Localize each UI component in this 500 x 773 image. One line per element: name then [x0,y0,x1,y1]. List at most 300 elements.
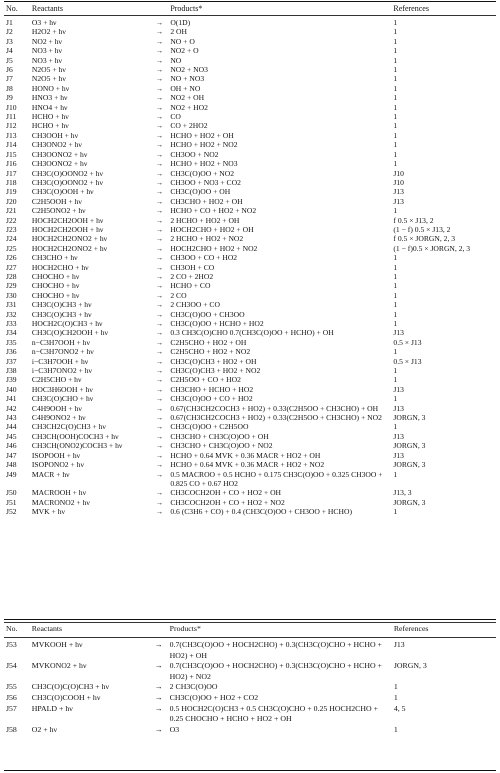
products: NO [170,55,182,65]
table-row [4,507,496,516]
reaction-id: J27 [6,262,17,272]
references: 1 [393,300,398,310]
arrow: → [155,300,164,310]
references: 1 [393,18,398,27]
table-header-2 [4,624,496,635]
table-row [4,281,496,290]
products: O(1D) [170,18,191,27]
reaction-id: J44 [6,422,17,432]
reaction-id: J35 [6,337,17,347]
reaction-id: J31 [6,300,17,310]
arrow: → [155,196,164,206]
arrow: → [155,366,164,376]
references: f 0.5 × JORGN, 2, 3 [393,234,456,244]
references: J10 [393,177,404,187]
reaction-id: J18 [6,177,17,187]
reaction-id: J9 [6,93,13,103]
arrow: → [155,74,164,84]
reactants: CH3OOH + hν [31,130,78,140]
products: HCHO + CO + HO2 + NO2 [170,206,257,216]
reactants: O2 + hν [31,724,58,734]
table-row [4,328,496,337]
references: 1 [393,46,398,56]
products: HCHO + HO2 + NO2 [170,140,238,150]
arrow: → [155,281,164,291]
reaction-id: J32 [6,309,17,319]
reactants: CH3C(O)OOH + hν [31,187,94,197]
reaction-id: J13 [6,130,17,140]
reaction-id: J50 [6,488,17,498]
reactants: CH3CH2C(O)CH3 + hν [31,422,106,432]
references: 1 [393,102,398,112]
reactants: CH3CH(OOH)COCH3 + hν [31,431,119,441]
arrow: → [155,149,164,159]
mid-rule-b [4,622,496,623]
table-row [4,253,496,262]
arrow: → [155,356,164,366]
reactants: CH3C(O)CHO + hν [31,394,94,404]
products: 2 CO [170,290,187,300]
products: CH3OO + CO + HO2 [170,253,238,263]
reactants: CH3C(O)CH3 + hν [31,300,92,310]
references: JORGN, 3 [393,497,426,507]
products: HCHO + HO2 + OH [170,130,234,140]
references: 1 [393,394,398,404]
products: CH3C(O)OO + CH3OO [170,309,245,319]
col-id-header: No. [6,4,18,13]
col-reactants-header: Reactants [31,4,63,13]
reactants: CH3C(O)CH2OOH + hν [31,328,108,338]
reaction-id: J37 [6,356,17,366]
table-row [4,18,496,27]
reaction-id: J20 [6,196,17,206]
arrow: → [155,234,164,244]
reactants: HOCH2C(O)CH3 + hν [31,319,103,328]
reactants: MVK + hν [31,507,65,517]
table-row [4,65,496,74]
products: CH3C(O)CH3 + HO2 + OH [170,356,257,366]
arrow: → [155,497,164,507]
references: 1 [393,281,398,291]
reactants: CH3OONO2 + hν [31,159,88,169]
reactants: MVKONO2 + hν [31,661,87,671]
reaction-id: J34 [6,328,17,338]
table-row [4,704,496,725]
table-row [4,225,496,234]
reactants: C2H5OOH + hν [31,196,82,206]
table-row [4,347,496,356]
reactants: C2H5ONO2 + hν [31,206,86,216]
table-row [4,216,496,225]
reactants: HNO3 + hν [31,93,68,103]
col-refs-header: References [393,4,429,13]
products: NO2 + HO2 [170,102,208,112]
reactants: CH3C(O)CH3 + hν [31,309,92,319]
reaction-id: J41 [6,394,17,404]
arrow: → [155,46,164,56]
arrow: → [155,403,164,413]
products: CH3C(O)OO + HO2 + CO2 [169,692,259,702]
reaction-id: J6 [6,65,13,75]
reactants: H2O2 + hν [31,27,66,37]
references: 1 [393,375,398,385]
references: f 0.5 × J13, 2 [393,215,434,225]
reactants: ISOPOOH + hν [31,450,81,460]
table-row [4,187,496,196]
products: CH3C(O)OO + OH [170,187,231,197]
reaction-id: J51 [6,497,17,507]
references: 1 [393,36,398,46]
arrow: → [155,215,164,225]
references: 1 [393,271,398,281]
header-rule-2 [4,637,496,638]
table-row [4,460,496,469]
table-row [4,375,496,384]
reactants: MVKOOH + hν [31,640,83,649]
col-arrow-header-2 [148,624,170,635]
references: J13 [393,403,404,413]
references: 1 [393,309,398,319]
products: CH3C(O)OO + NO2 [170,168,235,178]
references: 1 [393,159,398,169]
col-reactants-header-2: Reactants [31,624,63,633]
reaction-id: J54 [6,661,17,671]
reactants: HNO4 + hν [31,102,68,112]
reaction-id: J36 [6,347,17,357]
table-row [4,263,496,272]
reaction-id: J21 [6,206,17,216]
arrow: → [155,36,164,46]
reaction-id: J8 [6,83,13,93]
products: CH3CHO + CH3C(O)OO + NO2 [170,441,273,451]
arrow: → [155,93,164,103]
reactants: N2O5 + hν [31,65,66,75]
reaction-id: J2 [6,27,13,37]
table-row [4,725,496,736]
arrow: → [155,83,164,93]
reaction-id: J52 [6,507,17,517]
products: 2 CO + 2HO2 [170,271,214,281]
references: 1 [393,262,398,272]
products: 0.3 CH3C(O)CHO 0.7(CH3C(O)OO + HCHO) + OH [170,328,334,338]
arrow: → [155,224,164,234]
products: CH3C(O)OO + C2H5OO [170,422,249,432]
reaction-id: J33 [6,319,17,328]
references: 0.5 × J13 [393,356,422,366]
arrow: → [154,724,163,734]
products: HCHO + CO [170,281,211,291]
reactants: HCHO + hν [31,121,69,131]
references: J13 [393,328,404,338]
references: 1 [393,140,398,150]
products: NO + O [170,36,195,46]
table-row [4,385,496,394]
references: J13 [393,640,405,649]
references: J13 [393,196,404,206]
reaction-id: J12 [6,121,17,131]
arrow: → [155,262,164,272]
products: CH3C(O)OO + CO + HO2 [170,394,253,404]
arrow: → [155,328,164,338]
references: JORGN, 3 [393,441,426,451]
arrow: → [155,18,164,27]
table-row [4,291,496,300]
products: CH3CHO + HCHO + HO2 [170,384,254,394]
reactants: HOCH2CHO + hν [31,262,89,272]
reaction-id: J45 [6,431,17,441]
table-row [4,103,496,112]
reaction-id: J5 [6,55,13,65]
reactants: NO3 + hν [31,46,62,56]
reaction-id: J42 [6,403,17,413]
reaction-id: J16 [6,159,17,169]
table-row [4,150,496,159]
reactants: CH3C(O)COOH + hν [31,692,101,702]
reaction-table-2 [4,640,496,735]
reactants: HONO + hν [31,83,70,93]
products: 2 CH3OO + CO [170,300,220,310]
table-row [4,319,496,328]
table-row [4,74,496,83]
arrow: → [155,469,164,479]
references: J13 [393,187,404,197]
reactants: CH3C(O)OONO2 + hν [31,168,103,178]
products: OH + NO [170,83,201,93]
reactants: i−C3H7OOH + hν [31,356,89,366]
arrow: → [155,413,164,423]
reactants: i−C3H7ONO2 + hν [31,366,92,376]
reaction-id: J19 [6,187,17,197]
reaction-id: J26 [6,253,17,263]
reaction-id: J29 [6,281,17,291]
arrow: → [155,422,164,432]
products: 2 OH [170,27,187,37]
products: NO2 + NO3 [170,65,208,75]
products: CH3OO + NO2 [170,149,219,159]
arrow: → [155,507,164,517]
reaction-id: J55 [6,682,17,692]
table-row [4,140,496,149]
products: HOCH2CHO + HO2 + OH [170,224,254,234]
reaction-id: J22 [6,215,17,225]
table-row [4,338,496,347]
arrow: → [154,703,163,713]
reactants: NO3 + hν [31,55,62,65]
table-row [4,661,496,682]
table-row [4,244,496,253]
reaction-id: J43 [6,413,17,423]
header-rule [4,15,496,16]
reactants: HOCH2CH2OOH + hν [31,224,104,234]
products: CO [170,112,181,122]
table-row [4,682,496,693]
table-row [4,310,496,319]
products: C2H5CHO + HO2 + NO2 [170,347,251,357]
references: 1 [393,724,398,734]
products: HCHO + 0.64 MVK + 0.36 MACR + HO2 + OH [170,450,321,460]
references: 1 [393,319,398,328]
products: CH3OO + NO3 + CO2 [170,177,241,187]
arrow: → [155,187,164,197]
reaction-id: J11 [6,112,17,122]
references: J13 [393,450,404,460]
arrow: → [155,140,164,150]
col-id-header-2: No. [6,624,18,633]
references: J13 [393,384,404,394]
reaction-id: J17 [6,168,17,178]
products: CH3CHO + HO2 + OH [170,196,243,206]
references: 1 [393,65,398,75]
references: 1 [393,290,398,300]
reaction-id: J46 [6,441,17,451]
reactants: C4H9OOH + hν [31,403,82,413]
reaction-id: J58 [6,724,17,734]
reactants: CH3OONO2 + hν [31,149,88,159]
arrow: → [154,640,163,649]
products: 2 HCHO + HO2 + NO2 [170,234,244,244]
col-products-header-2: Products* [169,624,201,633]
table-row [4,272,496,281]
references: 1 [393,682,398,692]
arrow: → [154,682,163,692]
references: 1 [393,692,398,702]
reactants: C2H5CHO + hν [31,375,82,385]
references: 1 [393,130,398,140]
table-row [4,197,496,206]
reactants: HCHO + hν [31,112,69,122]
col-arrow-header [148,3,170,14]
reactants: CH3C(O)C(O)CH3 + hν [31,682,110,692]
bottom-rule [4,770,496,771]
table-row [4,178,496,187]
arrow: → [155,394,164,404]
reactants: O3 + hν [31,18,57,27]
table-row [4,169,496,178]
arrow: → [155,159,164,169]
table-row [4,357,496,366]
references: J10 [393,168,404,178]
reactants: N2O5 + hν [31,74,66,84]
arrow: → [155,337,164,347]
arrow: → [155,441,164,451]
arrow: → [155,177,164,187]
reaction-id: J47 [6,450,17,460]
reactants: NO2 + hν [31,36,62,46]
products: 0.7(CH3C(O)OO + HOCH2CHO) + 0.3(CH3C(O)CHO + HCHO + HO2) + OH [169,640,382,660]
arrow: → [155,206,164,216]
table-row [4,441,496,450]
table-row [4,56,496,65]
reaction-id: J7 [6,74,13,84]
table-row [4,84,496,93]
reactants: MACROOH + hν [31,488,87,498]
reactants: CH3CHO + hν [31,253,78,263]
products: CH3CHO + CH3C(O)OO + OH [170,431,269,441]
products: CO + 2HO2 [170,121,208,131]
table-row [4,112,496,121]
products: HOCH2CHO + HO2 + NO2 [170,243,258,253]
reactants: ISOPONO2 + hν [31,460,84,470]
table-row [4,432,496,441]
references: (1 − f) 0.5 × J13, 2 [393,224,451,234]
products: 2 CH3C(O)OO [169,682,218,692]
products: C2H5CHO + HO2 + OH [170,337,247,347]
reactants: CHOCHO + hν [31,271,80,281]
references: JORGN, 3 [393,460,426,470]
references: 1 [393,121,398,131]
reactants: CHOCHO + hν [31,281,80,291]
reaction-id: J3 [6,36,13,46]
references: 1 [393,93,398,103]
products: 0.7(CH3C(O)OO + HOCH2CHO) + 0.3(CH3C(O)CHO + HCHO + HO2) + NO2 [169,661,382,681]
references: 1 [393,27,398,37]
reactants: C4H9ONO2 + hν [31,413,86,423]
arrow: → [155,431,164,441]
reactants: CH3ONO2 + hν [31,140,82,150]
reaction-table-1 [4,18,496,517]
table-row [4,693,496,704]
reaction-id: J30 [6,290,17,300]
arrow: → [154,661,163,671]
reaction-id: J56 [6,692,17,702]
col-products-header: Products* [170,4,203,13]
arrow: → [155,65,164,75]
products: 0.67(CH3CH2COCH3 + HO2) + 0.33(C2H5OO + CH3CHO) + OH [170,403,379,413]
references: 1 [393,112,398,122]
table-row [4,470,496,489]
products: O3 [169,724,180,734]
products: 0.5 HOCH2C(O)CH3 + 0.5 CH3C(O)CHO + 0.25 HOCH2CHO + 0.25 CHOCHO + HCHO + HO2 + OH [169,703,378,724]
reactants: HOCH2CH2ONO2 + hν [31,234,108,244]
reactants: n−C3H7OOH + hν [31,337,90,347]
table-row [4,498,496,507]
reactants: CHOCHO + hν [31,290,80,300]
reaction-id: J40 [6,384,17,394]
reactants: CH3CH(ONO2)COCH3 + hν [31,441,123,451]
reactants: MACRONO2 + hν [31,497,90,507]
table-row [4,131,496,140]
table-row [4,394,496,403]
arrow: → [155,27,164,37]
table-row [4,234,496,243]
table-row [4,640,496,661]
arrow: → [155,319,164,328]
arrow: → [155,450,164,460]
products: NO2 + OH [170,93,205,103]
products: C2H5OO + CO + HO2 [170,375,241,385]
references: JORGN, 3 [393,661,427,671]
reaction-id: J57 [6,703,17,713]
reaction-id: J24 [6,234,17,244]
arrow: → [155,55,164,65]
table-row [4,159,496,168]
arrow: → [155,112,164,122]
references: 1 [393,507,398,517]
references: 1 [393,83,398,93]
reactants: HOC3H6OOH + hν [31,384,93,394]
table-row [4,451,496,460]
reaction-id: J1 [6,18,13,27]
arrow: → [155,290,164,300]
table-row [4,27,496,36]
reaction-id: J49 [6,469,17,479]
products: HCHO + HO2 + NO3 [170,159,238,169]
references: 1 [393,55,398,65]
products: NO + NO3 [170,74,205,84]
products: CH3C(O)CH3 + HO2 + NO2 [170,366,261,376]
products: CH3C(O)OO + HCHO + HO2 [170,319,264,328]
arrow: → [155,102,164,112]
